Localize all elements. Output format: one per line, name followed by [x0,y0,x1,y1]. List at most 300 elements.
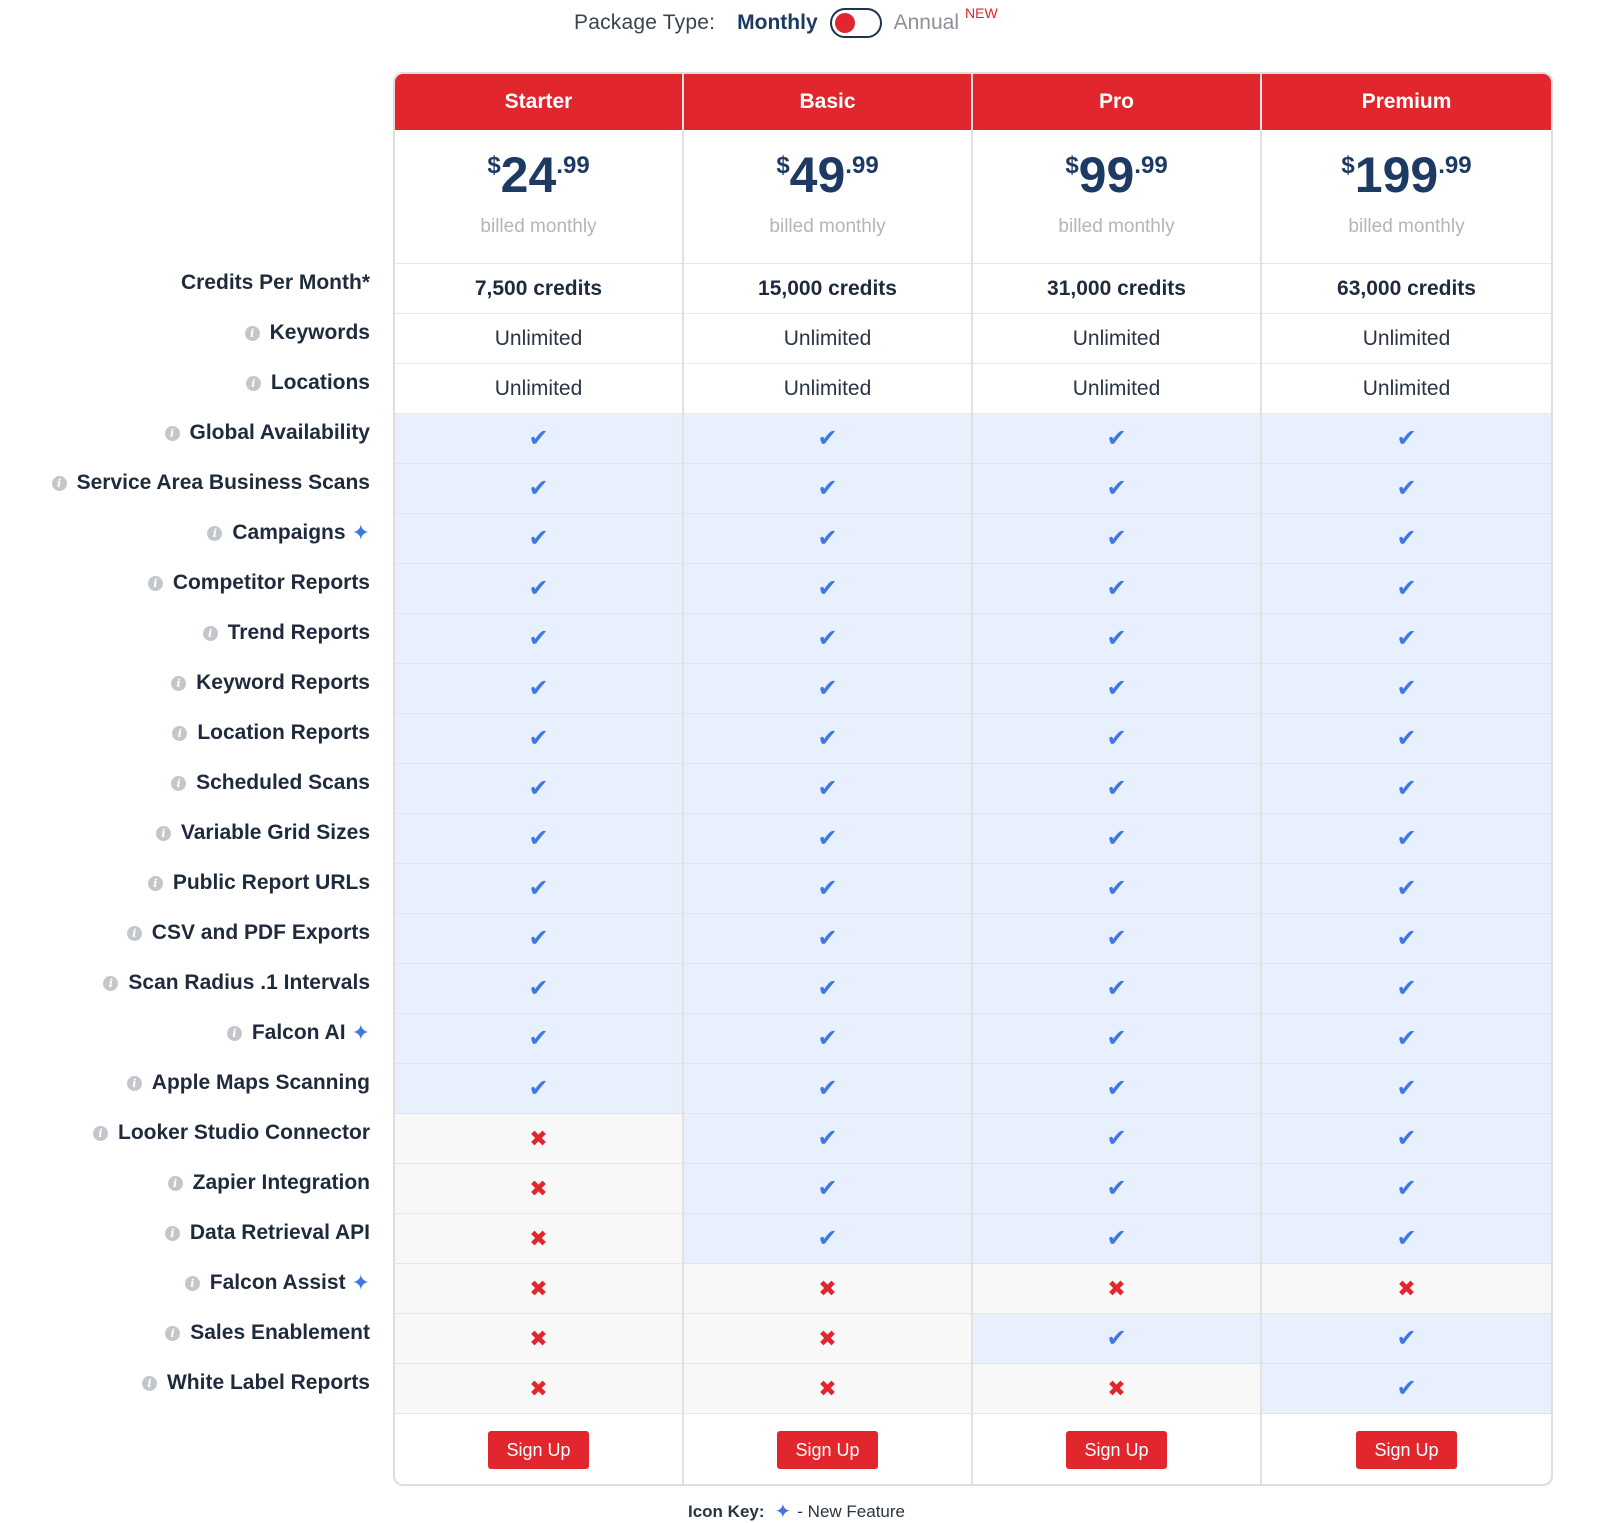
info-icon[interactable]: i [246,376,261,391]
feature-cell [684,814,971,864]
feature-cell [395,514,682,564]
check-icon: ✔ [1396,1225,1417,1252]
feature-cell [1262,1264,1551,1314]
feature-cell [395,914,682,964]
check-icon: ✔ [817,825,838,852]
feature-cell [1262,664,1551,714]
package-type-toggle-bar [574,6,998,40]
locations-cell [1262,364,1551,414]
check-icon: ✔ [1396,1375,1417,1402]
keywords-cell [973,314,1260,364]
check-icon: ✔ [528,1075,549,1102]
locations-cell [395,364,682,414]
feature-label-row [127,1059,370,1107]
credits-cell [1262,264,1551,314]
check-icon: ✔ [1396,775,1417,802]
info-icon[interactable]: i [171,776,186,791]
x-icon: ✖ [529,1275,548,1301]
check-icon: ✔ [1396,675,1417,702]
check-icon: ✔ [1396,925,1417,952]
info-icon[interactable]: i [127,926,142,941]
feature-label: Scan Radius .1 Intervals [128,971,370,994]
feature-label: Sales Enablement [190,1321,370,1344]
check-icon: ✔ [1396,425,1417,452]
plan-name: Premium [1361,90,1452,113]
plan-price [395,130,682,203]
info-icon[interactable]: i [103,976,118,991]
check-icon: ✔ [817,875,838,902]
feature-cell [684,714,971,764]
info-icon[interactable]: i [156,826,171,841]
credits-value: 15,000 credits [758,276,897,300]
feature-label-row [203,609,370,657]
feature-cell [684,764,971,814]
feature-cell [684,1364,971,1414]
feature-cell [395,1114,682,1164]
info-icon[interactable]: i [227,1026,242,1041]
feature-label-row [127,909,370,957]
check-icon: ✔ [1106,675,1127,702]
check-icon: ✔ [1396,575,1417,602]
check-icon: ✔ [1106,475,1127,502]
x-icon: ✖ [1107,1275,1126,1301]
plan-column-basic [684,74,973,1484]
check-icon: ✔ [528,925,549,952]
check-icon: ✔ [528,575,549,602]
feature-cell [395,414,682,464]
info-icon[interactable]: i [165,426,180,441]
plan-name: Starter [504,90,573,113]
feature-label-row [171,659,370,707]
feature-label-row [148,859,370,907]
feature-cell [973,714,1260,764]
feature-label-row [93,1109,370,1157]
check-icon: ✔ [817,625,838,652]
price-cents: .99 [1438,152,1472,179]
feature-label-row [142,1359,370,1407]
check-icon: ✔ [528,825,549,852]
sign-up-button[interactable]: Sign Up [1356,1431,1456,1469]
check-icon: ✔ [817,1175,838,1202]
credits-per-month-label [181,259,370,307]
check-icon: ✔ [1106,1075,1127,1102]
feature-label: Scheduled Scans [196,771,370,794]
feature-label-row [52,459,370,507]
price-currency: $ [776,152,790,179]
check-icon: ✔ [1106,875,1127,902]
feature-cell [973,1264,1260,1314]
feature-cell [1262,964,1551,1014]
feature-label-row [227,1009,370,1057]
x-icon: ✖ [818,1325,837,1351]
price-cents: .99 [1134,152,1168,179]
check-icon: ✔ [528,425,549,452]
feature-label-row [207,509,370,557]
feature-cell [1262,814,1551,864]
sign-up-button[interactable]: Sign Up [488,1431,588,1469]
feature-cell [395,714,682,764]
locations-cell [684,364,971,414]
sign-up-button[interactable]: Sign Up [1066,1431,1166,1469]
feature-cell [973,1314,1260,1364]
check-icon: ✔ [528,625,549,652]
feature-label: CSV and PDF Exports [151,921,370,944]
price-main: 199 [1354,147,1439,203]
keywords-cell [395,314,682,364]
x-icon: ✖ [529,1175,548,1201]
plan-name: Basic [799,90,856,113]
check-icon: ✔ [1396,1175,1417,1202]
price-block [1262,130,1551,264]
plan-price [1262,130,1551,203]
feature-label-row [165,409,371,457]
feature-cell [684,1014,971,1064]
feature-cell [1262,1064,1551,1114]
feature-label-row [168,1159,370,1207]
row-label-text: Credits Per Month* [180,271,370,294]
feature-label-row [103,959,370,1007]
feature-cell [395,864,682,914]
plan-column-pro [973,74,1262,1484]
feature-cell [1262,764,1551,814]
feature-cell [684,864,971,914]
price-block [395,130,682,264]
feature-cell [1262,864,1551,914]
billing-period: billed monthly [769,216,886,237]
info-icon[interactable]: i [168,1176,183,1191]
info-icon[interactable]: i [127,1076,142,1091]
plan-price [684,130,971,203]
check-icon: ✔ [1106,1025,1127,1052]
feature-cell [395,814,682,864]
feature-cell [395,564,682,614]
feature-label: Public Report URLs [172,871,370,894]
feature-cell [973,1014,1260,1064]
keywords-label [245,309,370,357]
feature-cell [395,1314,682,1364]
feature-cell [395,1264,682,1314]
feature-cell [684,564,971,614]
credits-value: 63,000 credits [1337,276,1476,300]
locations-value: Unlimited [1362,376,1451,400]
feature-cell [973,1164,1260,1214]
price-main: 24 [500,147,557,203]
feature-cell [395,1014,682,1064]
credits-cell [973,264,1260,314]
info-icon[interactable]: i [52,476,67,491]
plan-header [395,74,682,130]
feature-cell [973,664,1260,714]
feature-cell [1262,1164,1551,1214]
price-main: 49 [789,147,846,203]
feature-cell [1262,614,1551,664]
feature-cell [1262,714,1551,764]
info-icon[interactable]: i [172,726,187,741]
check-icon: ✔ [528,875,549,902]
billing-toggle-switch[interactable] [830,8,882,38]
check-icon: ✔ [528,675,549,702]
feature-cell [684,964,971,1014]
feature-cell [395,964,682,1014]
check-icon: ✔ [1106,825,1127,852]
feature-cell [1262,514,1551,564]
check-icon: ✔ [817,425,838,452]
feature-cell [1262,1314,1551,1364]
feature-label: White Label Reports [166,1371,370,1394]
feature-cell [1262,414,1551,464]
locations-value: Unlimited [783,376,872,400]
x-icon: ✖ [818,1375,837,1401]
feature-cell [1262,914,1551,964]
info-icon[interactable]: i [207,526,222,541]
feature-cell [973,964,1260,1014]
signup-row [1262,1414,1551,1486]
feature-cell [684,1214,971,1264]
plan-header [973,74,1260,130]
feature-cell [1262,1114,1551,1164]
check-icon: ✔ [1106,725,1127,752]
feature-cell [684,1264,971,1314]
feature-cell [973,1064,1260,1114]
feature-label-row [148,559,370,607]
info-icon[interactable]: i [148,876,163,891]
check-icon: ✔ [1106,575,1127,602]
feature-cell [1262,564,1551,614]
check-icon: ✔ [1396,725,1417,752]
x-icon: ✖ [1107,1375,1126,1401]
info-icon[interactable]: i [165,1326,180,1341]
check-icon: ✔ [1396,975,1417,1002]
check-icon: ✔ [1396,1325,1417,1352]
check-icon: ✔ [1106,425,1127,452]
check-icon: ✔ [817,775,838,802]
feature-cell [973,1364,1260,1414]
feature-label: Keyword Reports [196,671,370,694]
row-label-text: Keywords [269,321,370,344]
keywords-value: Unlimited [494,326,583,350]
annual-option[interactable]: Annual [893,11,960,34]
check-icon: ✔ [528,525,549,552]
feature-label: Falcon Assist [209,1271,346,1294]
feature-cell [1262,1364,1551,1414]
check-icon: ✔ [1396,625,1417,652]
feature-cell [973,764,1260,814]
x-icon: ✖ [1397,1275,1416,1301]
feature-cell [1262,1014,1551,1064]
check-icon: ✔ [817,1225,838,1252]
feature-cell [684,514,971,564]
feature-cell [684,464,971,514]
plan-name: Pro [1098,90,1134,113]
info-icon[interactable]: i [203,626,218,641]
feature-cell [395,614,682,664]
check-icon: ✔ [817,725,838,752]
check-icon: ✔ [817,675,838,702]
check-icon: ✔ [528,775,549,802]
credits-cell [684,264,971,314]
feature-cell [973,414,1260,464]
check-icon: ✔ [1106,525,1127,552]
credits-cell [395,264,682,314]
feature-cell [684,1164,971,1214]
check-icon: ✔ [1396,1075,1417,1102]
feature-label-row [165,1309,370,1357]
feature-label-row [171,759,370,807]
feature-label: Data Retrieval API [189,1221,370,1244]
feature-cell [395,764,682,814]
new-badge: NEW [965,5,998,21]
feature-label: Campaigns [232,521,346,544]
monthly-option[interactable]: Monthly [737,11,818,34]
feature-cell [1262,1214,1551,1264]
billing-period: billed monthly [1348,216,1465,237]
credits-value: 7,500 credits [474,276,603,300]
price-currency: $ [1341,152,1355,179]
price-currency: $ [1065,152,1079,179]
check-icon: ✔ [1396,825,1417,852]
info-icon[interactable]: i [93,1126,108,1141]
sparkle-star-icon: ✦ [351,1270,370,1295]
feature-label: Variable Grid Sizes [180,821,370,844]
keywords-value: Unlimited [1362,326,1451,350]
sign-up-button[interactable]: Sign Up [777,1431,877,1469]
feature-label: Service Area Business Scans [76,471,370,494]
feature-cell [684,914,971,964]
feature-cell [395,1064,682,1114]
check-icon: ✔ [817,975,838,1002]
toggle-knob [835,13,855,33]
icon-key-text: - New Feature [797,1502,905,1521]
feature-cell [973,514,1260,564]
check-icon: ✔ [528,1025,549,1052]
feature-cell [395,464,682,514]
check-icon: ✔ [1106,1125,1127,1152]
credits-value: 31,000 credits [1047,276,1186,300]
feature-cell [684,614,971,664]
package-type-label: Package Type: [574,11,716,34]
feature-cell [684,1114,971,1164]
check-icon: ✔ [1106,1225,1127,1252]
feature-cell [973,614,1260,664]
x-icon: ✖ [529,1125,548,1151]
feature-cell [1262,464,1551,514]
info-icon[interactable]: i [142,1376,157,1391]
info-icon[interactable]: i [245,326,260,341]
feature-label: Apple Maps Scanning [151,1071,370,1094]
feature-cell [395,1214,682,1264]
check-icon: ✔ [817,575,838,602]
plan-header [1262,74,1551,130]
icon-key [688,1502,905,1522]
info-icon[interactable]: i [165,1226,180,1241]
x-icon: ✖ [818,1275,837,1301]
feature-cell [973,814,1260,864]
feature-cell [684,1064,971,1114]
feature-label-row [156,809,370,857]
billing-period: billed monthly [1058,216,1175,237]
check-icon: ✔ [1106,1175,1127,1202]
feature-label: Location Reports [197,721,370,744]
price-block [973,130,1260,264]
info-icon[interactable]: i [171,676,186,691]
billing-period: billed monthly [480,216,597,237]
feature-cell [395,664,682,714]
price-cents: .99 [556,152,590,179]
sparkle-star-icon: ✦ [351,520,370,545]
row-label-text: Locations [270,371,370,394]
feature-label: Looker Studio Connector [118,1121,370,1144]
feature-cell [973,1214,1260,1264]
check-icon: ✔ [1106,1325,1127,1352]
info-icon[interactable]: i [185,1276,200,1291]
feature-cell [684,664,971,714]
keywords-value: Unlimited [783,326,872,350]
feature-label: Falcon AI [251,1021,346,1044]
check-icon: ✔ [1396,475,1417,502]
x-icon: ✖ [529,1225,548,1251]
feature-label: Zapier Integration [192,1171,370,1194]
plan-header [684,74,971,130]
pricing-table [393,72,1553,1486]
price-cents: .99 [845,152,879,179]
check-icon: ✔ [1106,625,1127,652]
price-main: 99 [1078,147,1135,203]
feature-cell [973,864,1260,914]
check-icon: ✔ [817,1025,838,1052]
check-icon: ✔ [1396,525,1417,552]
check-icon: ✔ [817,525,838,552]
signup-row [684,1414,971,1486]
plan-price [973,130,1260,203]
feature-cell [684,414,971,464]
check-icon: ✔ [1396,875,1417,902]
x-icon: ✖ [529,1325,548,1351]
check-icon: ✔ [528,975,549,1002]
keywords-value: Unlimited [1072,326,1161,350]
feature-label: Trend Reports [227,621,370,644]
check-icon: ✔ [1106,975,1127,1002]
check-icon: ✔ [528,725,549,752]
feature-label: Competitor Reports [172,571,370,594]
check-icon: ✔ [1106,925,1127,952]
feature-cell [684,1314,971,1364]
locations-value: Unlimited [494,376,583,400]
check-icon: ✔ [528,475,549,502]
signup-row [973,1414,1260,1486]
plan-column-starter [395,74,684,1484]
feature-cell [973,914,1260,964]
info-icon[interactable]: i [148,576,163,591]
feature-cell [973,564,1260,614]
sparkle-star-icon: ✦ [774,1501,792,1523]
feature-cell [973,464,1260,514]
check-icon: ✔ [817,1075,838,1102]
icon-key-label: Icon Key: [688,1502,765,1521]
check-icon: ✔ [817,475,838,502]
check-icon: ✔ [1396,1125,1417,1152]
price-block [684,130,971,264]
locations-cell [973,364,1260,414]
locations-value: Unlimited [1072,376,1161,400]
feature-label-row [185,1259,370,1307]
plan-column-premium [1262,74,1551,1484]
feature-cell [973,1114,1260,1164]
check-icon: ✔ [817,1125,838,1152]
sparkle-star-icon: ✦ [351,1020,370,1045]
feature-label-row [165,1209,370,1257]
keywords-cell [1262,314,1551,364]
keywords-cell [684,314,971,364]
